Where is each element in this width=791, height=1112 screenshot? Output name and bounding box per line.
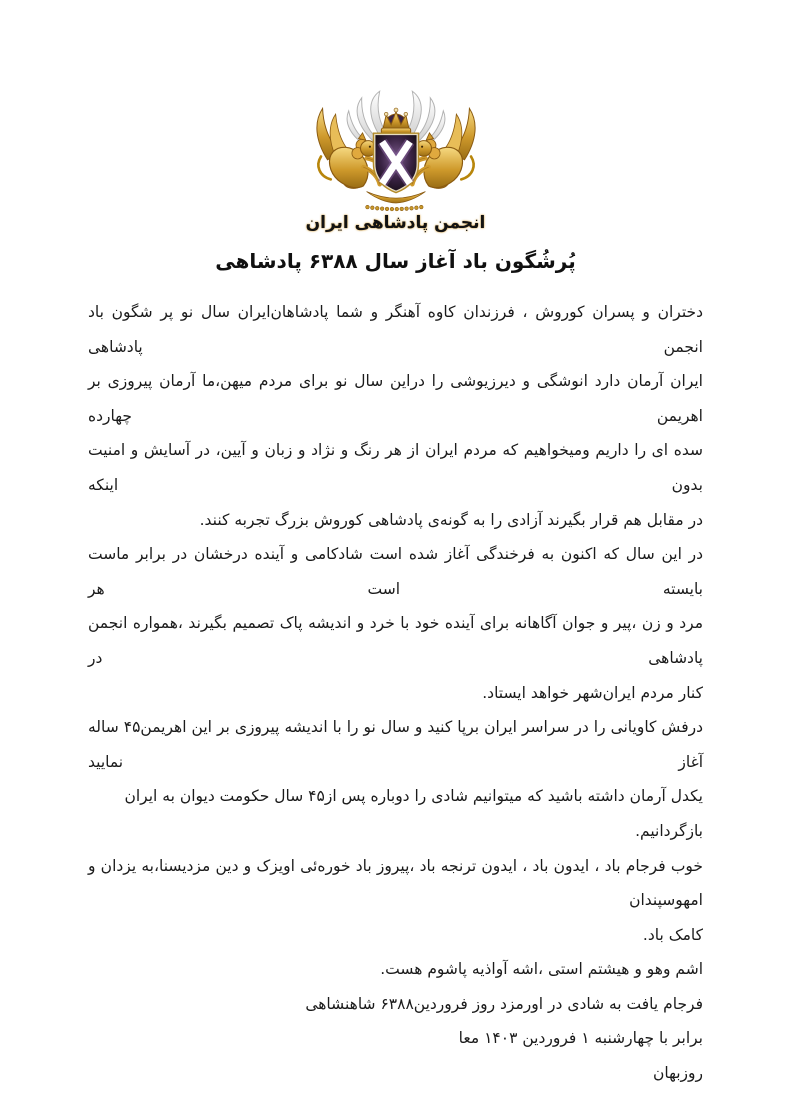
body-line: اشم وهو و هیشتم استی ،اشه آواذیه پاشوم هست. — [380, 960, 703, 979]
body-line: سده ای را داریم ومیخواهیم که مردم ایران از هر رنگ و نژاد و زبان و آیین، در آسایش و امنیت بدون اینکه — [88, 441, 703, 494]
body-line: ایران آرمان دارد انوشگی و دیرزیوشی را دراین سال نو برای مردم میهن،ما آرمان پیروزی بر اهریمن چهارده — [88, 372, 703, 425]
body-line: کامک باد. — [642, 925, 703, 944]
royal-coat-of-arms-icon — [289, 88, 503, 212]
body-line: کنار مردم ایران‌شهر خواهد ایستاد. — [482, 683, 703, 702]
body-line: در مقابل هم قرار بگیرند آزادی را به گونه‌ی پادشاهی کوروش بزرگ تجربه کنند. — [199, 510, 703, 529]
body-line: برابر با چهارشنبه ۱ فروردین ۱۴۰۳ معا — [458, 1029, 703, 1048]
page-title: پُرشُگون باد آغاز سال ۶۳۸۸ پادشاهی — [215, 249, 576, 273]
body-line: دختران و پسران کوروش ، فرزندان کاوه آهنگر و شما پادشاهان‌ایران سال نو پر شگون باد انجمن پادشاهی — [88, 303, 703, 356]
shield-saltire-icon — [374, 135, 416, 192]
document-page — [0, 88, 791, 1112]
gold-filigree-icon — [365, 192, 425, 211]
letter-body — [0, 295, 791, 1091]
body-line: فرجام یافت به شادی در اورمزد روز فروردین۶۳۸۸ شاهنشاهی — [305, 994, 703, 1013]
body-line: درفش کاویانی را در سراسر ایران برپا کنید و سال نو را با اندیشه پیروزی بر این اهریمن۴۵ ساله آغاز نمایید — [88, 718, 703, 771]
organization-logo — [0, 88, 791, 233]
body-line: در این سال که اکنون به فرخندگی آغاز شده است شادکامی و آینده درخشان در برابر ماست بایسته است هر — [88, 545, 703, 598]
logo-caption: انجمن پادشاهی ایران — [305, 213, 486, 233]
crown-icon — [381, 108, 410, 134]
signature-line: روزبهان — [652, 1064, 703, 1083]
body-line: خوب فرجام باد ، ایدون باد ، ایدون ترنجه باد ،پیروز باد خوره‌ئی اویزک و دین مزدیسنا،به یزدان و امهوسپندان — [88, 856, 703, 910]
body-line: مرد و زن ،پیر و جوان آگاهانه برای آینده خود با خرد و اندیشه پاک تصمیم بگیرند ،همواره انجمن پادشاهی در — [88, 614, 703, 667]
body-line: یکدل آرمان داشته باشید که میتوانیم شادی را دوباره پس از۴۵ سال حکومت دیوان به ایران بازگردانیم. — [124, 787, 703, 840]
